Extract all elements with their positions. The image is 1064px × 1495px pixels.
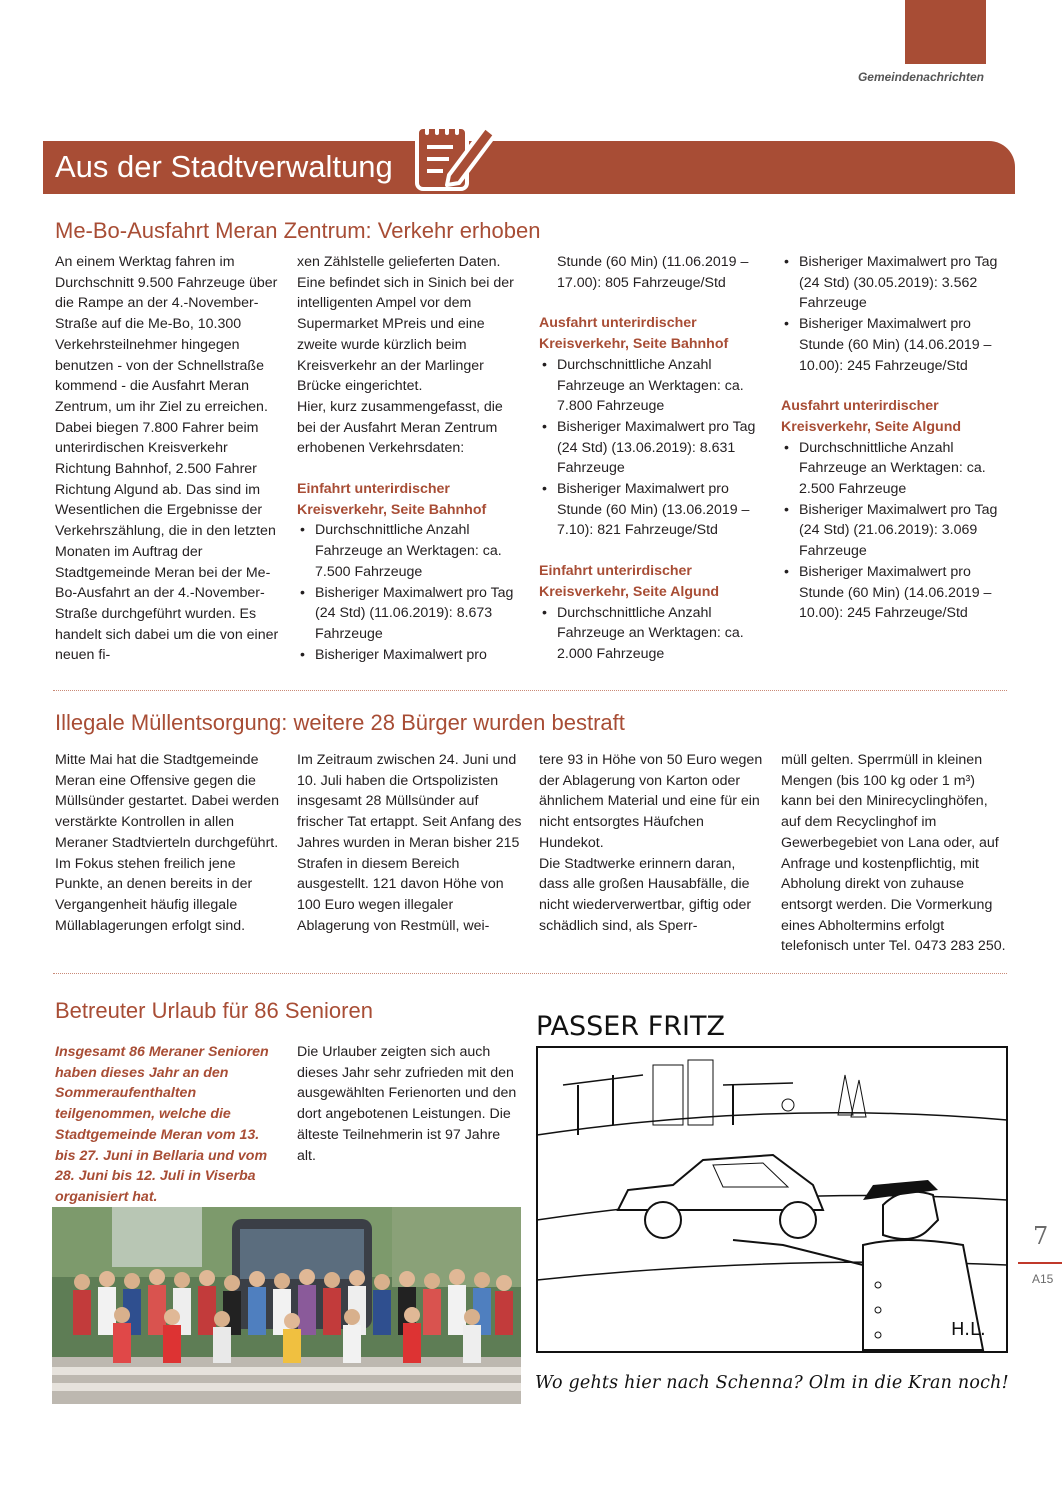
- article3-col2-text: Die Urlauber zeigten sich auch dieses Jahr sehr zufrieden mit den ausgewählten Ferienorten und den dort angebotenen Leistungen. Die älteste Teilnehmerin ist 97 Jahre alt.: [297, 1044, 517, 1164]
- article3-lead: [55, 1042, 277, 1208]
- article2-col1-text: Mitte Mai hat die Stadtgemeinde Meran eine Offensive gegen die Müllsünder gestartet. Dabei werden verstärkte Kontrollen in allen Meraner Stadtvierteln durchgeführt. Im Fokus stehen freilich jene Punkte, an denen bereits in der Vergangenheit häufig illegale Müllablagerungen erfolgt sind.: [55, 752, 279, 934]
- article1-col1: [55, 252, 280, 666]
- list-item: • Bisheriger Maximalwert pro Tag (24 Std) (21.06.2019): 3.069 Fahrzeuge: [781, 500, 1009, 562]
- subheading-entry-algund: Einfahrt unterirdischer Kreisverkehr, Seite Algund: [539, 563, 720, 600]
- article2-col2: [297, 750, 522, 936]
- list-item: • Durchschnittliche Anzahl Fahrzeuge an Werktagen: ca. 2.000 Fahrzeuge: [539, 603, 764, 665]
- list-exit-algund: [781, 438, 1009, 624]
- cartoon: [533, 1005, 1023, 1365]
- list-item: • Bisheriger Maximalwert pro Tag (24 Std) (13.06.2019): 8.631 Fahrzeuge: [539, 417, 764, 479]
- divider: [53, 690, 1007, 691]
- list-entry-algund: [539, 603, 764, 665]
- article1-col2: [297, 252, 522, 665]
- list-item: • Durchschnittliche Anzahl Fahrzeuge an Werktagen: ca. 7.500 Fahrzeuge: [297, 520, 522, 582]
- list-item-continued: Stunde (60 Min) (11.06.2019 – 17.00): 805 Fahrzeuge/Std: [557, 254, 749, 291]
- list-entry-algund-cont: [781, 252, 1009, 376]
- page-number: 7: [1033, 1222, 1049, 1250]
- cartoon-caption: Wo gehts hier nach Schenna? Olm in die Kran noch!: [535, 1373, 1009, 1393]
- article1-intro: An einem Werktag fahren im Durchschnitt 9.500 Fahrzeuge über die Rampe an der 4.-November-Straße auf die Me-Bo, 10.300 Verkehrsteilnehmer hingegen benutzen - von der Schnellstraße kommend - die Ausfahrt Meran Zentrum, um ihr Ziel zu erreichen. Dabei biegen 7.800 Fahrer beim unterirdischen Kreisverkehr Richtung Bahnhof, 2.500 Fahrer Richtung Algund ab. Das sind im Wesentlichen die Ergebnisse der Verkehrszählung, die in den letzten Monaten im Auftrag der Stadtgemeinde Meran bei der Me-Bo-Ausfahrt an der 4.-November-Straße durchgeführt wurden. Es handelt sich dabei um die von einer neuen fi-: [55, 254, 279, 664]
- article3-title: Betreuter Urlaub für 86 Senioren: [55, 998, 373, 1023]
- article1-col2-text: xen Zählstelle gelieferten Daten. Eine befindet sich in Sinich bei der intelligenten Ampel vor dem Supermarket MPreis und eine zweite wurde kürzlich beim Kreisverkehr an der Marlinger Brücke eingerichtet.: [297, 254, 514, 395]
- group-photo: [52, 1207, 521, 1404]
- article2-col3-text2: Die Stadtwerke erinnern daran, dass alle großen Hausabfälle, die nicht wiederverwertbar, giftig oder schädlich sind, als Sperr-: [539, 855, 752, 934]
- list-entry-bahnhof: [297, 520, 522, 665]
- article2-col3-text: tere 93 in Höhe von 50 Euro wegen der Ablagerung von Karton oder ähnlichem Material und eine für ein nicht entsorgtes Häufchen Hundekot.: [539, 752, 763, 851]
- article2-col4: [781, 750, 1009, 957]
- section-label: Gemeindenachrichten: [857, 70, 984, 84]
- banner-title: Aus der Stadtverwaltung: [55, 149, 393, 184]
- list-item: • Durchschnittliche Anzahl Fahrzeuge an Werktagen: ca. 7.800 Fahrzeuge: [539, 355, 764, 417]
- subheading-entry-bahnhof: Einfahrt unterirdischer Kreisverkehr, Seite Bahnhof: [297, 481, 487, 518]
- notepad-icon: [413, 113, 503, 193]
- cartoon-title: PASSER FRITZ: [536, 1011, 725, 1042]
- article1-col2-text2: Hier, kurz zusammengefasst, die bei der Ausfahrt Meran Zentrum erhobenen Verkehrsdaten:: [297, 398, 503, 457]
- article1-col4: [781, 252, 1009, 624]
- page-number-rule: [1018, 1262, 1062, 1264]
- subheading-exit-bahnhof: Ausfahrt unterirdischer Kreisverkehr, Seite Bahnhof: [539, 315, 729, 353]
- article3-lead-text: Insgesamt 86 Meraner Senioren haben dieses Jahr an den Sommeraufenthalten teilgenommen, welche die Stadtgemeinde Meran vom 13. bis 27. Juni in Bellaria und vom 28. Juni bis 12. Juli in Viserba organisiert hat.: [55, 1044, 269, 1205]
- article1-col3: [539, 252, 764, 665]
- article2-col2-text: Im Zeitraum zwischen 24. Juni und 10. Juli haben die Ortspolizisten insgesamt 28 Müllsünder auf frischer Tat ertappt. Seit Anfang des Jahres wurden in Meran bisher 215 Strafen in diesem Bereich ausgestellt. 121 davon Höhe von 100 Euro wegen illegaler Ablagerung von Restmüll, wei-: [297, 752, 522, 934]
- list-item: • Bisheriger Maximalwert pro Stunde (60 Min) (14.06.2019 – 10.00): 245 Fahrzeuge/Std: [781, 562, 1009, 624]
- list-exit-bahnhof: [539, 355, 764, 541]
- list-item: • Bisheriger Maximalwert pro Tag (24 Std) (30.05.2019): 3.562 Fahrzeuge: [781, 252, 1009, 314]
- article2-col3: [539, 750, 764, 936]
- list-item: • Bisheriger Maximalwert pro Stunde (60 Min) (14.06.2019 – 10.00): 245 Fahrzeuge/Std: [781, 314, 1009, 376]
- list-item: • Durchschnittliche Anzahl Fahrzeuge an Werktagen: ca. 2.500 Fahrzeuge: [781, 438, 1009, 500]
- corner-tab: [905, 0, 986, 64]
- subheading-exit-algund: Ausfahrt unterirdischer Kreisverkehr, Seite Algund: [781, 398, 962, 435]
- cartoon-signature: H.L.: [951, 1319, 986, 1340]
- list-item: • Bisheriger Maximalwert pro Tag (24 Std) (11.06.2019): 8.673 Fahrzeuge: [297, 583, 522, 645]
- article1-title: Me-Bo-Ausfahrt Meran Zentrum: Verkehr erhoben: [55, 218, 541, 243]
- article2-col4-text: müll gelten. Sperrmüll in kleinen Mengen (bis 100 kg oder 1 m³) kann bei den Minirecyclinghöfen, auf dem Recyclinghof im Gewerbegebiet von Lana oder, auf Anfrage und kostenpflichtig, mit Abholung direkt von zuhause entsorgt werden. Die Vormerkung eines Abholtermins erfolgt telefonisch unter Tel. 0473 283 250.: [781, 752, 1006, 955]
- list-item: • Bisheriger Maximalwert pro: [297, 645, 522, 666]
- article3-col2: [297, 1042, 519, 1166]
- article2-title: Illegale Müllentsorgung: weitere 28 Bürger wurden bestraft: [55, 710, 625, 735]
- article2-col1: [55, 750, 280, 936]
- page-code: A15: [1032, 1272, 1054, 1286]
- list-item: • Bisheriger Maximalwert pro Stunde (60 Min) (13.06.2019 – 7.10): 821 Fahrzeuge/Std: [539, 479, 764, 541]
- section-banner: [43, 141, 1015, 194]
- divider: [53, 973, 1007, 974]
